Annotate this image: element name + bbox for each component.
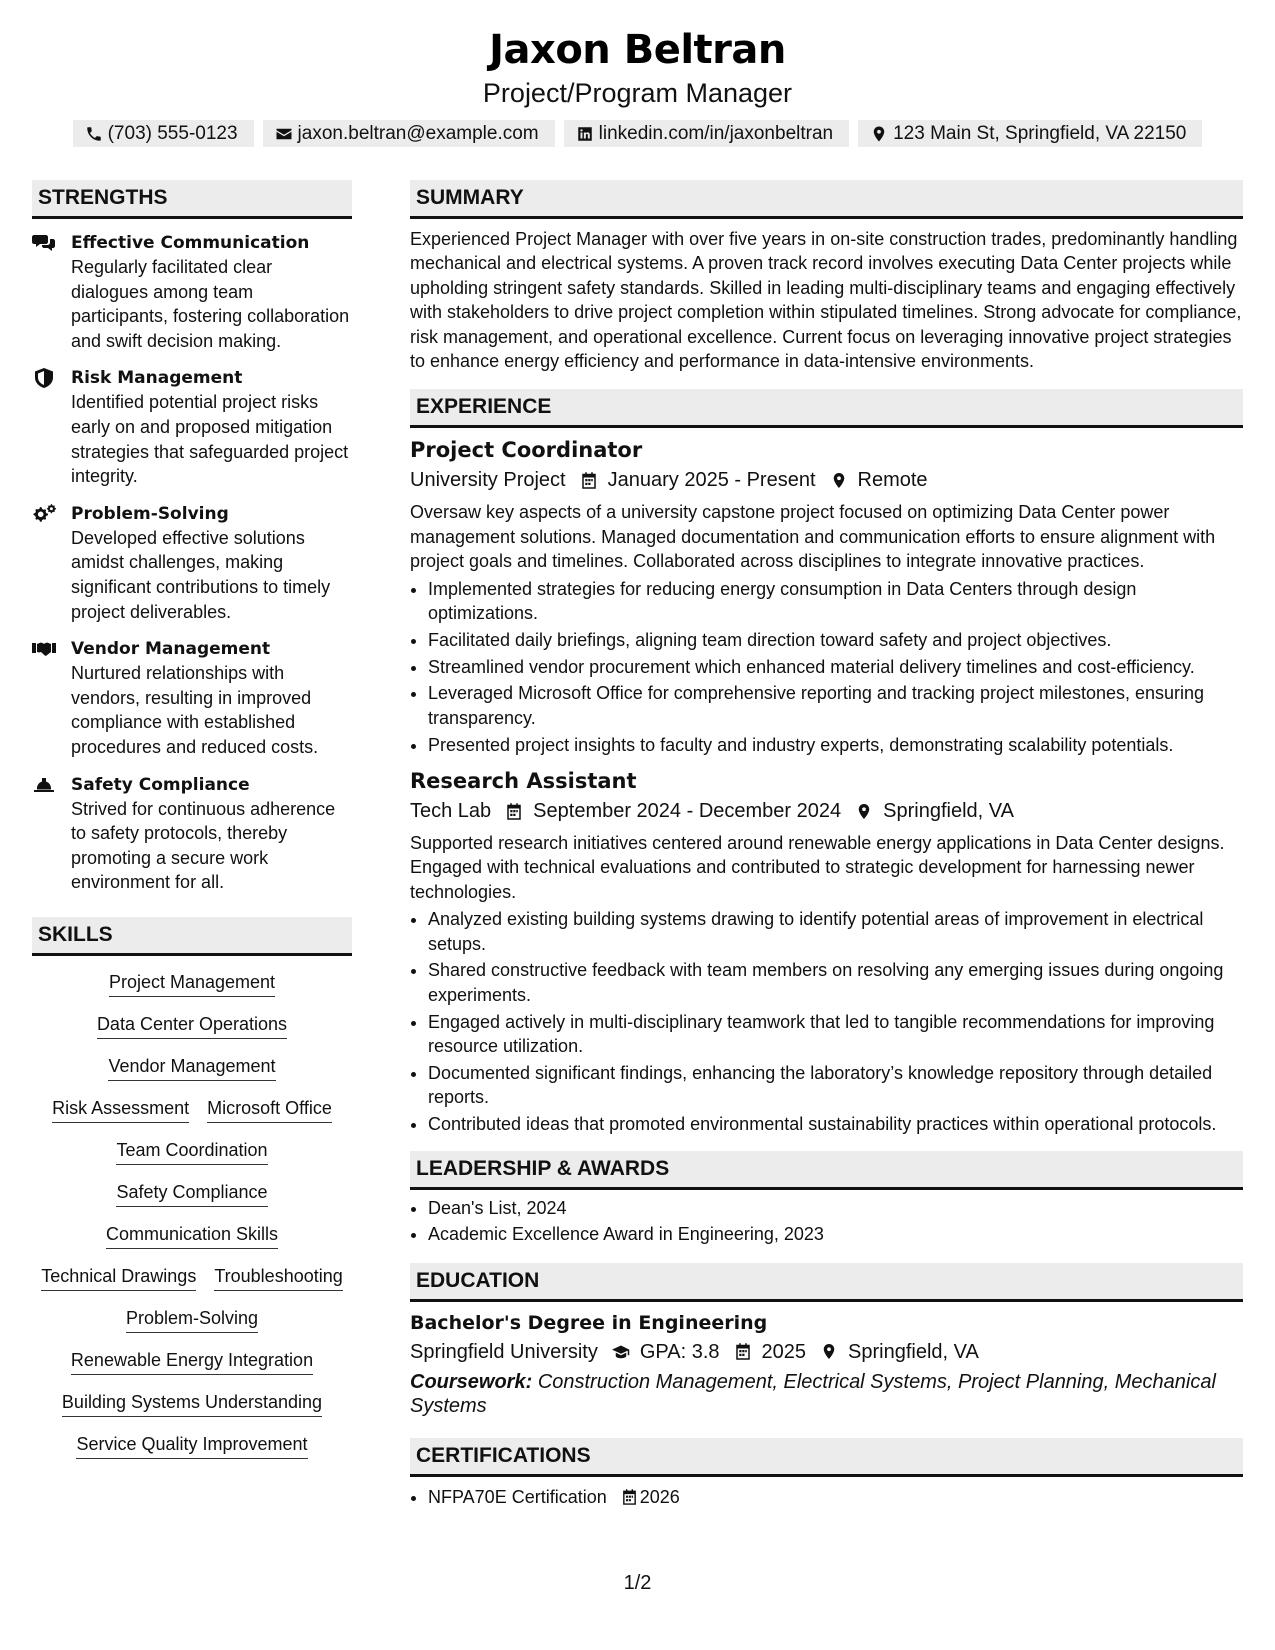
strength-item: [32, 637, 352, 759]
calendar-icon: [491, 802, 533, 821]
job-title: Research Assistant: [410, 769, 637, 794]
email-text: jaxon.beltran@example.com: [297, 123, 539, 144]
job-bullets: [410, 577, 1243, 757]
handshake-icon: [32, 637, 71, 759]
strength-title: Problem-Solving: [71, 503, 229, 524]
list-item: • Analyzed existing building systems drawing to identify potential areas of improvement in electrical setups.: [428, 907, 1243, 956]
strength-item: [32, 502, 352, 624]
strength-item: [32, 231, 352, 353]
job-title: Project Coordinator: [410, 438, 643, 463]
strength-title: Vendor Management: [71, 639, 271, 660]
skill-tag: Risk Assessment: [52, 1096, 189, 1123]
leadership-list: [410, 1196, 1243, 1247]
left-column: [32, 180, 352, 1459]
strength-desc: Strived for continuous adherence to safety protocols, thereby promoting a secure work environment for all.: [71, 798, 336, 893]
strengths-heading: STRENGTHS: [32, 180, 352, 219]
phone-text: (703) 555-0123: [107, 123, 238, 144]
job-description: Supported research initiatives centered around renewable energy applications in Data Center designs. Engaged with technical evaluations and contributed to strategic development for harnessing newer technologies.: [410, 833, 1225, 902]
summary-heading: SUMMARY: [410, 180, 1243, 219]
list-item: • Facilitated daily briefings, aligning team direction toward safety and project objectives.: [428, 628, 1243, 652]
skill-tag: Safety Compliance: [116, 1180, 267, 1207]
skill-tag: Service Quality Improvement: [76, 1432, 307, 1459]
summary-text: Experienced Project Manager with over five years in on-site construction trades, predominantly handling mechanical and electrical systems. A proven track record involves executing Data Center projects while upholding stringent safety standards. Skilled in leading multi-disciplinary teams and engaging effectively with stakeholders to drive project completion within stipulated timelines. Strong advocate for compliance, risk management, and operational excellence. Current focus on leveraging innovative project strategies to enhance energy efficiency and performance in data-intensive environments.: [410, 229, 1242, 372]
list-item: • Engaged actively in multi-disciplinary teamwork that led to tangible recommendations for improving resource utilization.: [428, 1010, 1243, 1059]
linkedin-icon: [576, 125, 594, 143]
right-column: [410, 180, 1243, 1512]
skills-list: [32, 970, 352, 1459]
strength-desc: Identified potential project risks early on and proposed mitigation strategies that safeguarded project integrity.: [71, 392, 349, 487]
strength-item: [32, 366, 352, 488]
gpa: GPA: 3.8: [639, 1340, 720, 1363]
gears-icon: [32, 502, 71, 624]
skill-tag: Troubleshooting: [214, 1264, 342, 1291]
coursework-label: Coursework:: [410, 1370, 533, 1393]
skill-tag: Renewable Energy Integration: [71, 1348, 313, 1375]
contact-bar: [0, 120, 1275, 147]
job-entry: [410, 434, 1243, 757]
calendar-icon: [720, 1342, 762, 1361]
education-meta: [410, 1338, 1243, 1366]
strength-desc: Nurtured relationships with vendors, resulting in improved compliance with established procedures and reduced costs.: [71, 663, 319, 757]
calendar-icon: [607, 1488, 640, 1506]
list-item: [428, 1485, 1243, 1509]
map-pin-icon: [870, 125, 888, 143]
job-meta: [410, 797, 1243, 825]
skill-tag: Communication Skills: [106, 1222, 278, 1249]
strength-title: Effective Communication: [71, 233, 310, 253]
skills-heading: SKILLS: [32, 917, 352, 956]
map-pin-icon: [816, 471, 858, 490]
certifications-list: [410, 1485, 1243, 1509]
school-name: Springfield University: [410, 1340, 598, 1363]
job-description: Oversaw key aspects of a university capstone project focused on optimizing Data Center power management solutions. Managed documentation and communication efforts to ensure alignment with project goals and timelines. Collaborated across disciplines to integrate innovative practices.: [410, 502, 1216, 572]
job-org: University Project: [410, 469, 566, 492]
phone-icon: [85, 125, 103, 143]
skill-tag: Problem-Solving: [126, 1306, 258, 1333]
coursework: [410, 1370, 1243, 1418]
list-item: • Documented significant findings, enhancing the laboratory’s knowledge repository through detailed reports.: [428, 1061, 1243, 1110]
resume-header: [0, 0, 1275, 147]
graduation-cap-icon: [598, 1342, 640, 1361]
linkedin-text: linkedin.com/in/jaxonbeltran: [598, 123, 834, 144]
skill-tag: Project Management: [109, 970, 275, 997]
skill-tag: Technical Drawings: [41, 1264, 196, 1291]
contact-address[interactable]: [858, 120, 1202, 147]
strength-desc: Developed effective solutions amidst challenges, making significant contributions to timely project deliverables.: [71, 527, 331, 622]
strength-desc: Regularly facilitated clear dialogues among team participants, fostering collaboration and swift decision making.: [71, 257, 350, 351]
job-bullets: [410, 907, 1243, 1136]
certification-name: • NFPA70E Certification: [428, 1486, 607, 1507]
job-location: Remote: [857, 469, 928, 492]
certifications-heading: CERTIFICATIONS: [410, 1438, 1243, 1477]
list-item: • Dean's List, 2024: [428, 1196, 1243, 1220]
experience-heading: EXPERIENCE: [410, 389, 1243, 428]
list-item: • Academic Excellence Award in Engineering, 2023: [428, 1222, 1243, 1246]
job-dates: September 2024 - December 2024: [533, 800, 842, 823]
strength-title: Risk Management: [71, 368, 243, 389]
envelope-icon: [275, 125, 293, 143]
list-item: • Presented project insights to faculty and industry experts, demonstrating scalability potentials.: [428, 733, 1243, 757]
list-item: • Streamlined vendor procurement which enhanced material delivery timelines and cost-efficiency.: [428, 655, 1243, 679]
shield-icon: [32, 366, 71, 488]
page-number: 1/2: [623, 1572, 652, 1594]
certification-year: 2026: [639, 1486, 680, 1507]
strengths-list: [32, 231, 352, 895]
map-pin-icon: [841, 802, 883, 821]
job-dates: January 2025 - Present: [607, 469, 816, 492]
skill-tag: Microsoft Office: [207, 1096, 332, 1123]
leadership-heading: LEADERSHIP & AWARDS: [410, 1151, 1243, 1190]
skill-tag: Vendor Management: [108, 1054, 275, 1081]
coursework-list: Construction Management, Electrical Systems, Project Planning, Mechanical Systems: [410, 1370, 1216, 1417]
certification-entry: [428, 1485, 1243, 1509]
list-item: • Implemented strategies for reducing energy consumption in Data Centers through design optimizations.: [428, 577, 1243, 626]
strength-title: Safety Compliance: [71, 774, 250, 795]
comments-icon: [32, 231, 71, 353]
candidate-name: Jaxon Beltran: [489, 27, 786, 73]
address-text: 123 Main St, Springfield, VA 22150: [893, 123, 1187, 144]
strength-item: [32, 773, 352, 895]
job-org: Tech Lab: [410, 800, 492, 823]
graduation-year: 2025: [761, 1340, 807, 1363]
map-pin-icon: [806, 1342, 848, 1361]
skill-tag: Team Coordination: [116, 1138, 267, 1165]
school-location: Springfield, VA: [848, 1340, 979, 1363]
contact-phone[interactable]: [73, 120, 254, 147]
job-location: Springfield, VA: [883, 800, 1014, 823]
contact-email[interactable]: [263, 120, 555, 147]
job-meta: [410, 466, 1243, 494]
degree-title: Bachelor's Degree in Engineering: [410, 1311, 768, 1334]
list-item: • Contributed ideas that promoted environmental sustainability practices within operational protocols.: [428, 1112, 1243, 1136]
contact-linkedin[interactable]: [564, 120, 849, 147]
hard-hat-icon: [32, 773, 71, 895]
skill-tag: Data Center Operations: [97, 1012, 287, 1039]
candidate-title: Project/Program Manager: [482, 78, 793, 108]
list-item: • Leveraged Microsoft Office for comprehensive reporting and tracking project milestones, ensuring transparency.: [428, 681, 1243, 730]
list-item: • Shared constructive feedback with team members on resolving any emerging issues during ongoing experiments.: [428, 958, 1243, 1007]
calendar-icon: [566, 471, 608, 490]
job-entry: [410, 765, 1243, 1136]
skill-tag: Building Systems Understanding: [62, 1390, 322, 1417]
education-heading: EDUCATION: [410, 1263, 1243, 1302]
